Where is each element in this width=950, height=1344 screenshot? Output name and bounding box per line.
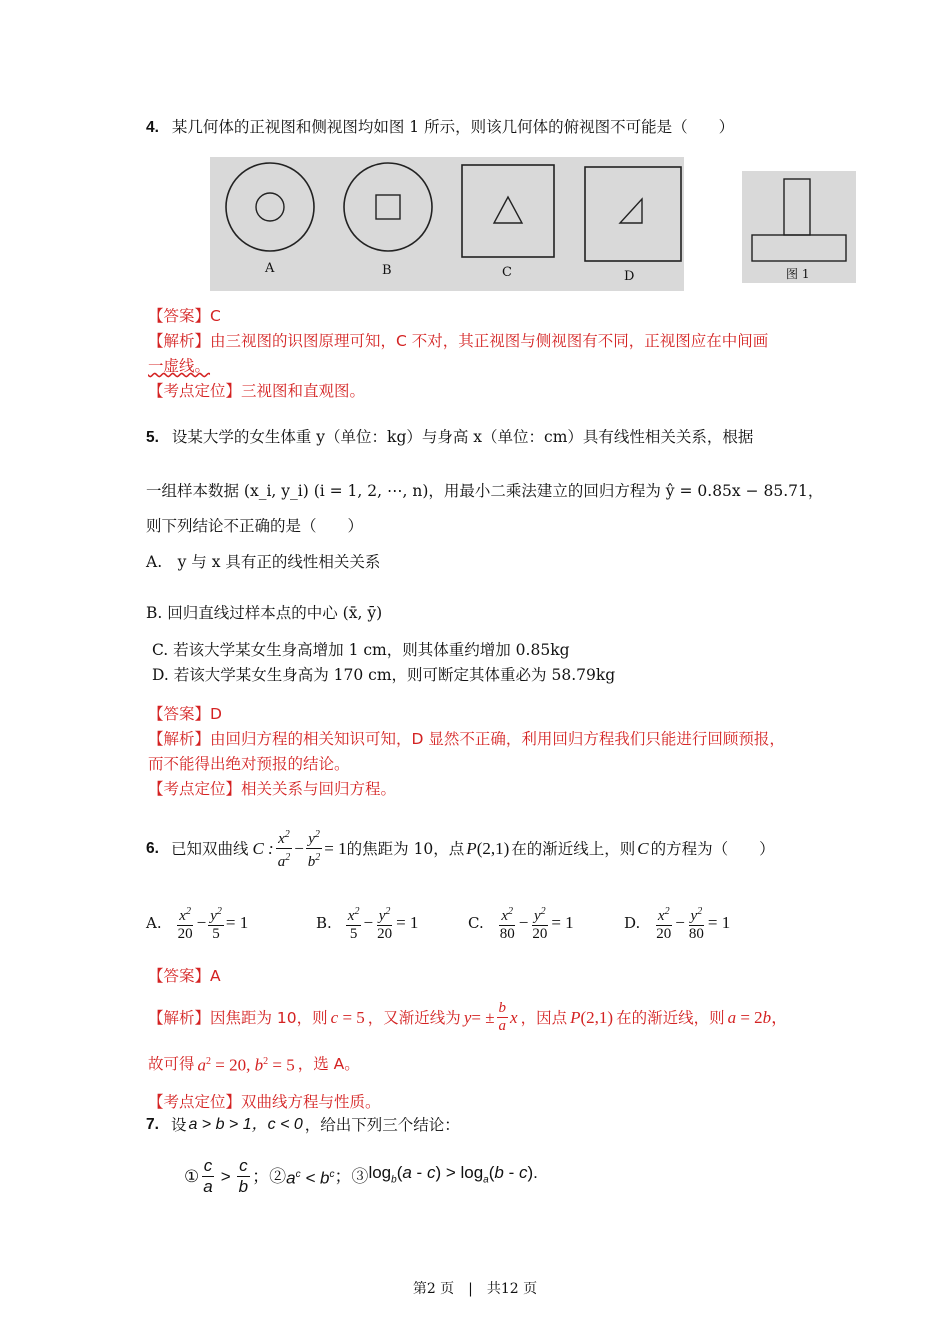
q6-analysis-mid3: 在的渐近线，则 — [616, 1008, 725, 1027]
figure-1-base-rect — [752, 235, 846, 261]
q6-option-a: A. $\frac{x^2}{20}$ − $\frac{y^2}{5}$ = 1 — [146, 903, 248, 943]
q5-option-b: B. 回归直线过样本点的中心 (x̄, ȳ) — [146, 604, 383, 622]
figure-1-upright-rect — [784, 179, 810, 235]
q4-analysis-line2: 一虚线。 — [148, 357, 211, 375]
q5-line3: 则下列结论不正确的是（ ） — [146, 517, 364, 535]
q6-frac-y2b2: $\frac{y^2}{b^2}$ — [306, 826, 323, 871]
q5-analysis-line2: 而不能得出绝对预报的结论。 — [148, 755, 350, 773]
q6-option-c: C. $\frac{x^2}{80}$ − $\frac{y^2}{20}$ = 1 — [468, 903, 574, 943]
option-d-square — [585, 167, 681, 261]
q6-analysis-line1: 【解析】因焦距为 10，则 c = 5 ，又渐近线为 y = ± $\frac{b}{a}$ x ，因点 P(2,1) 在的渐近线，则 a = 2b， — [148, 1000, 789, 1034]
option-a-inner-circle — [256, 193, 284, 221]
page-footer: 第2 页 | 共12 页 — [412, 1281, 538, 1297]
q7-text-post: ，给出下列三个结论： — [304, 1116, 460, 1134]
q6-number: 6. — [146, 839, 159, 857]
q6-text-end: 的方程为（ ） — [650, 839, 775, 858]
q6-analysis-mid1: ，又渐近线为 — [367, 1008, 461, 1027]
option-d-label: D — [624, 269, 635, 284]
q6-analysis-line2: 故可得 $a^2 = 20$, $b^2 = 5$ ，选 A。 — [148, 1050, 360, 1078]
q7-stem — [146, 1114, 460, 1136]
q6-stem: 6. 已知双曲线 C : $\frac{x^2}{a^2}$ − $\frac{y^2}{b^2}$ = 1 的焦距为 10，点 P(2,1) 在的渐近线上，则 C 的方程为（ ） — [146, 826, 775, 871]
q5-stem-line1 — [146, 426, 753, 449]
q5-point: 【考点定位】相关关系与回归方程。 — [148, 780, 397, 798]
q6-option-c-label: C. — [468, 914, 484, 932]
option-b-circle — [344, 163, 432, 251]
option-d-right-triangle — [620, 199, 642, 223]
q7-number: 7. — [146, 1116, 159, 1133]
q6-analysis2-pre: 故可得 — [148, 1054, 195, 1073]
q4-analysis-line1: 【解析】由三视图的识图原理可知，C 不对，其正视图与侧视图有不同，正视图应在中间画 — [148, 332, 769, 350]
q7-conclusion-2-marker: ；② — [252, 1166, 287, 1186]
q6-option-a-label: A. — [146, 914, 162, 932]
q6-text-post: 在的渐近线上，则 — [511, 839, 636, 858]
q4-number: 4. — [146, 119, 159, 136]
q7-conclusion-3-marker: ；③ — [334, 1166, 369, 1186]
figure-1 — [742, 171, 856, 283]
q5-option-c: C. 若该大学某女生身高增加 1 cm，则其体重约增加 0.85kg — [152, 641, 570, 659]
q6-option-b: B. $\frac{x^2}{5}$ − $\frac{y^2}{20}$ = 1 — [316, 903, 418, 943]
q4-point: 【考点定位】三视图和直观图。 — [148, 382, 366, 400]
q7-conclusion-1-marker: ① — [184, 1166, 200, 1186]
q6-answer: 【答案】A — [148, 967, 221, 985]
q6-text-mid: 的焦距为 10，点 — [346, 839, 465, 858]
q6-text-pre: 已知双曲线 — [170, 839, 249, 858]
option-b-label: B — [382, 263, 392, 278]
option-a-outer-circle — [226, 163, 314, 251]
option-b-square — [376, 195, 400, 219]
q6-point: 【考点定位】双曲线方程与性质。 — [148, 1093, 381, 1111]
q5-answer: 【答案】D — [148, 705, 222, 723]
q5-option-a: A. y 与 x 具有正的线性相关关系 — [146, 553, 381, 571]
option-c-triangle — [494, 197, 522, 223]
q5-line2: 一组样本数据 (x_i, y_i) (i = 1, 2, ⋯, n)，用最小二乘法建立的回归方程为 ŷ = 0.85x − 85.71， — [146, 482, 824, 500]
q7-text-pre: 设 — [170, 1116, 187, 1134]
q6-analysis2-post: ，选 A。 — [297, 1054, 360, 1073]
option-c-square — [462, 165, 554, 257]
q5-analysis-line1: 【解析】由回归方程的相关知识可知，D 显然不正确，利用回归方程我们只能进行回顾预报， — [148, 730, 785, 748]
q4-options-svg — [210, 157, 684, 291]
q4-stem — [146, 116, 734, 139]
q5-line1: 设某大学的女生体重 y（单位：kg）与身高 x（单位：cm）具有线性相关关系，根据 — [171, 428, 754, 446]
q6-option-d: D. $\frac{x^2}{20}$ − $\frac{y^2}{80}$ = 1 — [624, 903, 730, 943]
q6-frac-x2a2: $\frac{x^2}{a^2}$ — [276, 826, 293, 871]
q4-text: 某几何体的正视图和侧视图均如图 1 所示，则该几何体的俯视图不可能是（ ） — [171, 118, 735, 136]
q6-option-b-label: B. — [316, 914, 332, 932]
q6-math-c: C : — [252, 838, 274, 858]
q7-condition: a > b > 1，c < 0 — [188, 1116, 303, 1133]
q6-option-d-label: D. — [624, 914, 641, 932]
q5-number: 5. — [146, 429, 159, 446]
q6-analysis-mid2: ，因点 — [520, 1008, 568, 1027]
q7-conclusions: ① $\frac{c}{a}$ > $\frac{c}{b}$ ；② $a^c < b^c$ ；③ $\log_b(a - c) > \log_a(b - c)$. — [184, 1156, 538, 1196]
q4-answer: 【答案】C — [148, 307, 221, 325]
q4-options-figure — [210, 157, 684, 291]
q6-analysis-pre: 【解析】因焦距为 10，则 — [148, 1008, 328, 1027]
q5-option-d: D. 若该大学某女生身高为 170 cm，则可断定其体重必为 58.79kg — [152, 666, 616, 684]
figure-1-label: 图 1 — [786, 267, 810, 281]
option-a-label: A — [265, 261, 275, 276]
option-c-label: C — [502, 265, 512, 280]
q6-point-p: P(2,1) — [466, 838, 510, 858]
